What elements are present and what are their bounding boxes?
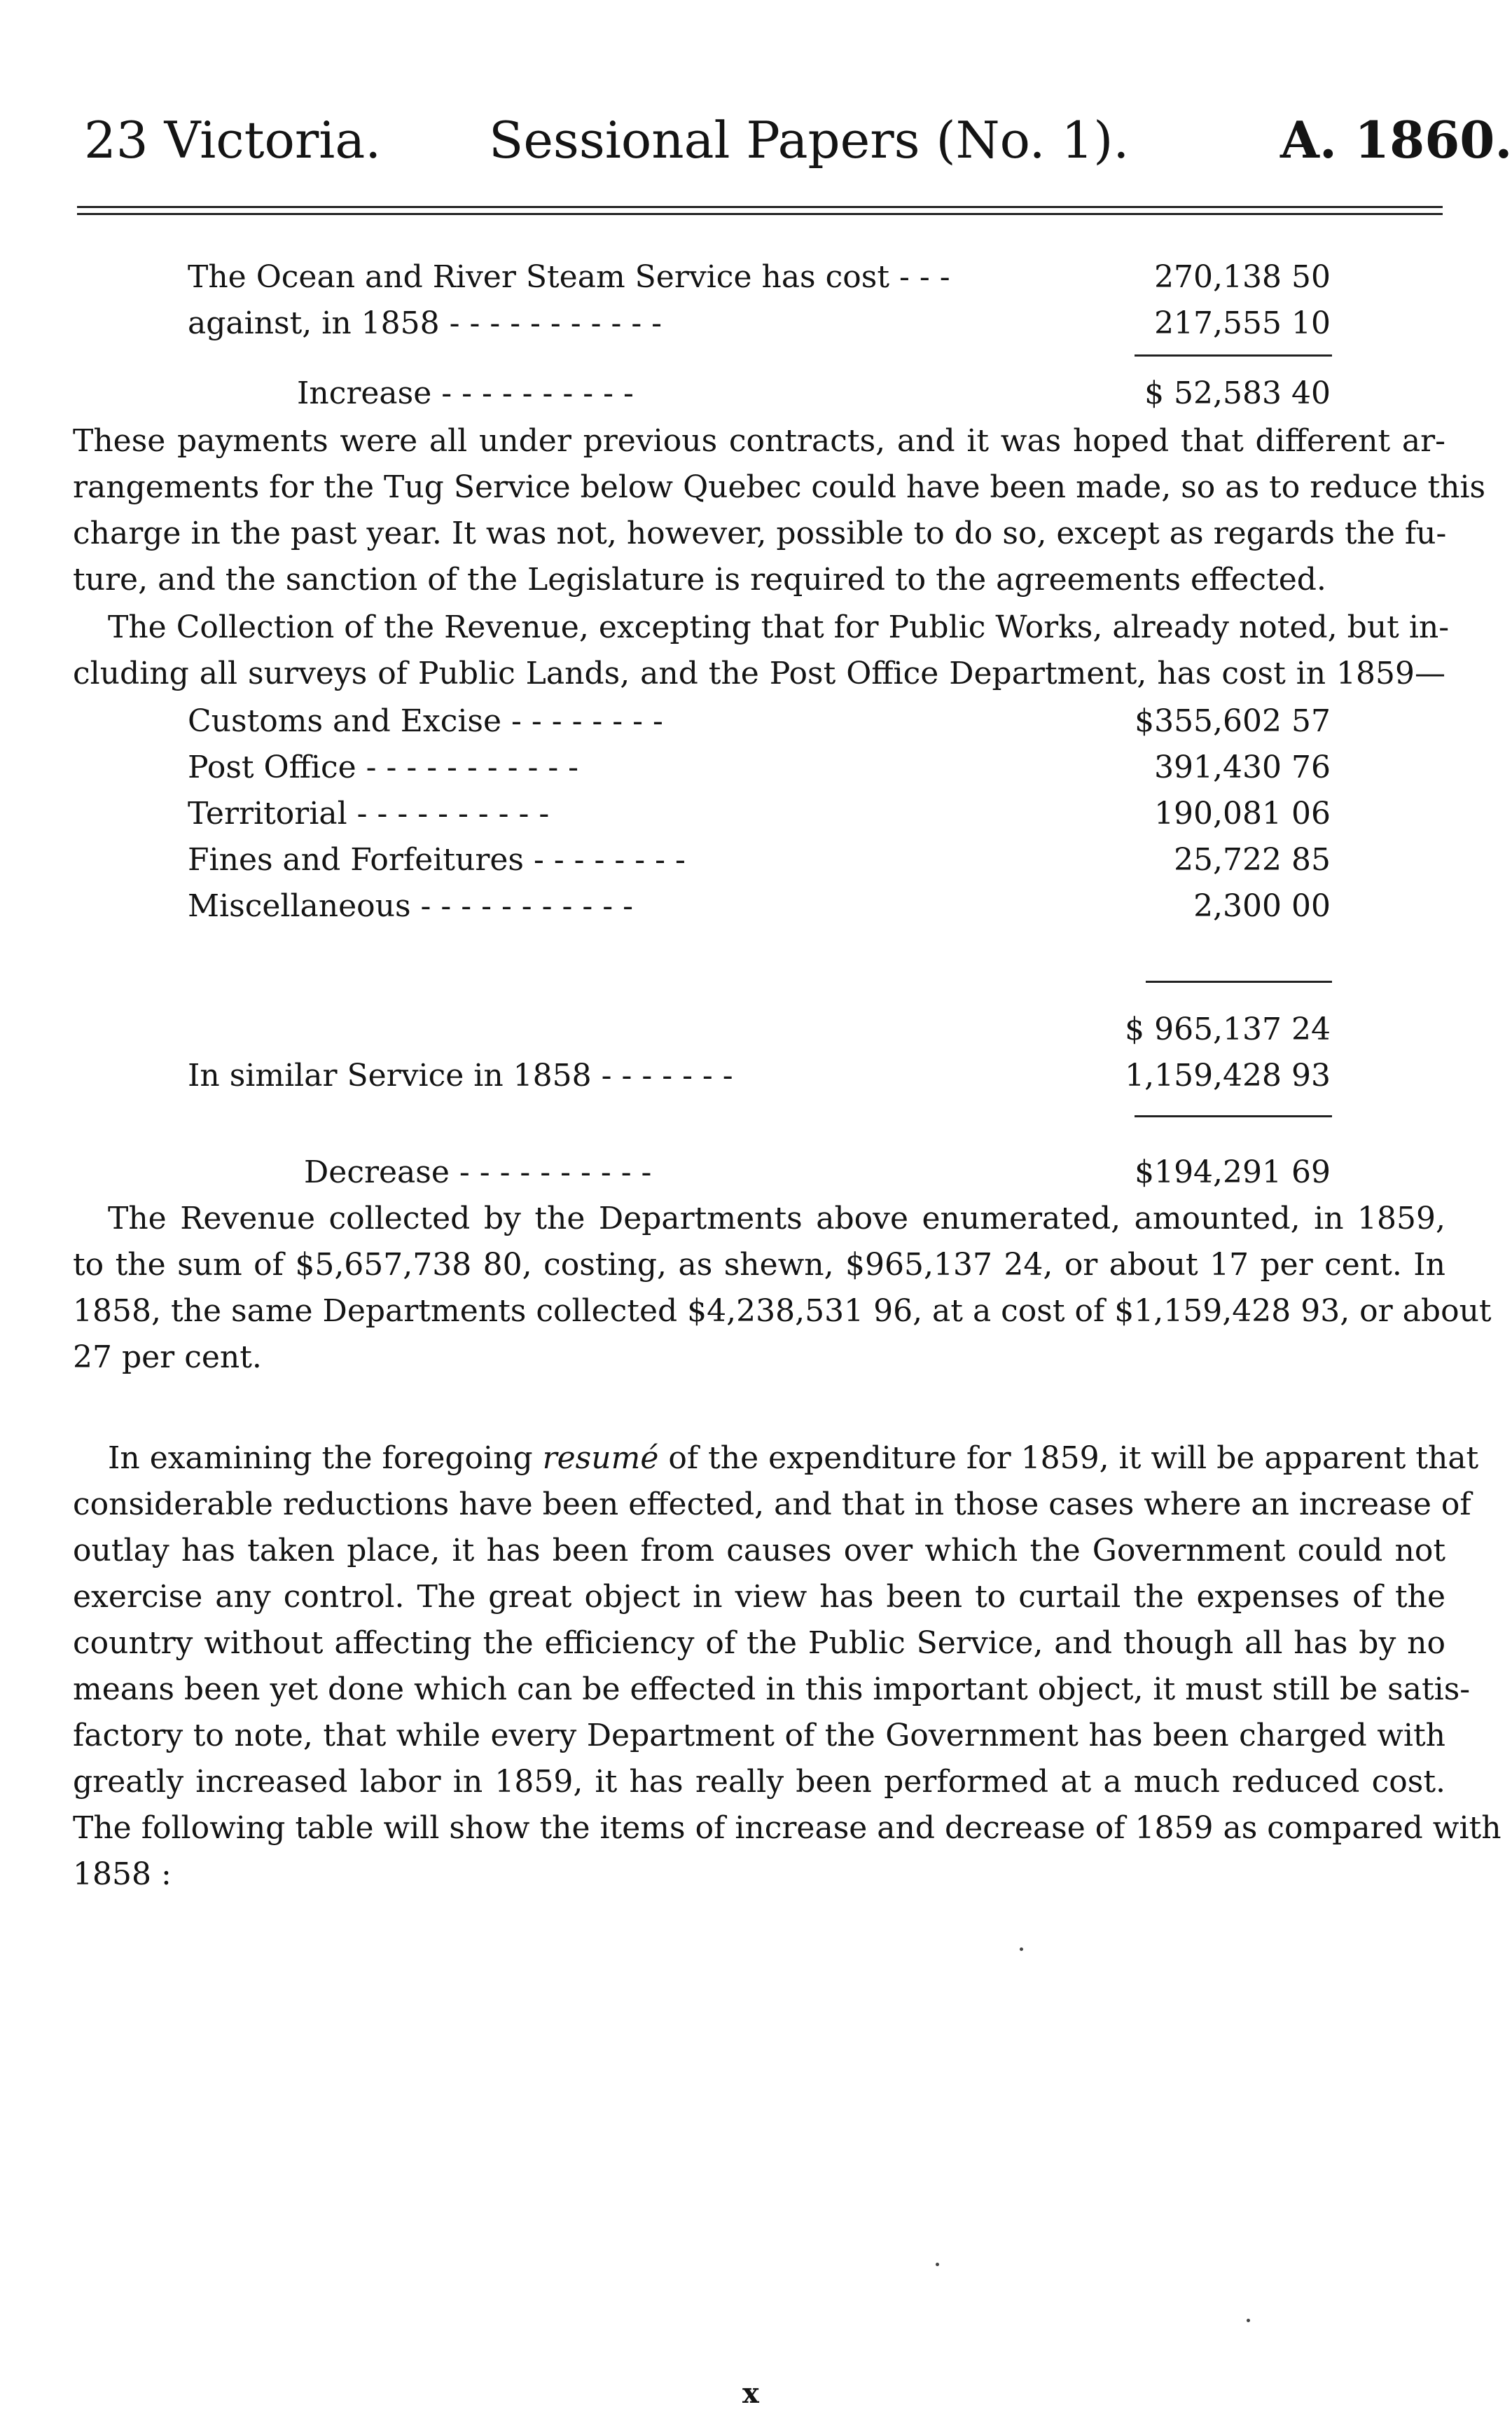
header-session: 23 Victoria.	[84, 111, 382, 170]
ocean-prev-value: 217,555 10	[1154, 305, 1331, 341]
ocean-increase-label: Increase - - - - - - - - - -	[297, 375, 634, 411]
para4-line: 1858 :	[73, 1856, 172, 1892]
para4-text: In examining the foregoing	[108, 1440, 543, 1476]
ocean-sum-rule	[1135, 354, 1332, 357]
para4-line: The following table will show the items of increase and decrease of 1859 as compared with	[73, 1810, 1501, 1846]
collection-item-label: Territorial - - - - - - - - - -	[188, 796, 550, 832]
collection-item-value: 391,430 76	[1154, 750, 1331, 785]
scan-speck	[1247, 2319, 1250, 2322]
para1-line: charge in the past year. It was not, however, possible to do so, except as regards the fu-	[73, 516, 1447, 551]
collection-item-value: 2,300 00	[1193, 888, 1331, 924]
para4-line: means been yet done which can be effected in this important object, it must still be satis-	[73, 1671, 1471, 1707]
header-rule-bottom	[77, 213, 1443, 215]
para4-line: exercise any control. The great object in view has been to curtail the expenses of the	[73, 1579, 1445, 1615]
para4-text: of the expenditure for 1859, it will be apparent that	[658, 1440, 1479, 1476]
collection-total: $ 965,137 24	[1125, 1012, 1331, 1047]
header-title: Sessional Papers (No. 1).	[489, 111, 1130, 170]
running-header	[49, 105, 1512, 175]
header-year: A. 1860.	[1280, 110, 1512, 170]
decrease-label: Decrease - - - - - - - - - -	[304, 1154, 652, 1190]
collection-item-label: Fines and Forfeitures - - - - - - - -	[188, 842, 686, 878]
ocean-prev-label: against, in 1858 - - - - - - - - - - -	[188, 305, 663, 341]
collection-item-label: Miscellaneous - - - - - - - - - - -	[188, 888, 633, 924]
para3-line: 1858, the same Departments collected $4,238,531 96, at a cost of $1,159,428 93, or about	[73, 1293, 1492, 1329]
ocean-cost-value: 270,138 50	[1154, 259, 1331, 295]
decrease-value: $194,291 69	[1135, 1154, 1331, 1190]
para1-line: ture, and the sanction of the Legislature is required to the agreements effected.	[73, 562, 1326, 598]
collection-item-value: $355,602 57	[1135, 703, 1331, 739]
para4-line: considerable reductions have been effected, and that in those cases where an increase of	[73, 1486, 1471, 1522]
ocean-increase-value: $ 52,583 40	[1144, 375, 1331, 411]
collection-item-label: Customs and Excise - - - - - - - -	[188, 703, 663, 739]
decrease-sum-rule	[1135, 1115, 1332, 1117]
para3-line: 27 per cent.	[73, 1339, 262, 1375]
para4-line: greatly increased labor in 1859, it has really been performed at a much reduced cost.	[73, 1764, 1445, 1800]
para2-line: cluding all surveys of Public Lands, and the Post Office Department, has cost in 1859—	[73, 656, 1445, 691]
collection-item-value: 25,722 85	[1174, 842, 1331, 878]
similar-service-value: 1,159,428 93	[1125, 1058, 1331, 1094]
collection-item-label: Post Office - - - - - - - - - - -	[188, 750, 579, 785]
similar-service-label: In similar Service in 1858 - - - - - - -	[188, 1058, 733, 1094]
para2-line: The Collection of the Revenue, excepting that for Public Works, already noted, but in-	[108, 609, 1450, 645]
scan-speck	[1020, 1947, 1023, 1951]
para3-line: to the sum of $5,657,738 80, costing, as shewn, $965,137 24, or about 17 per cent. In	[73, 1247, 1445, 1283]
para4-line: outlay has taken place, it has been from causes over which the Government could not	[73, 1533, 1445, 1568]
para4-italic-word: resumé	[542, 1440, 659, 1476]
para1-line: rangements for the Tug Service below Quebec could have been made, so as to reduce this	[73, 469, 1486, 505]
para4-line: factory to note, that while every Department of the Government has been charged with	[73, 1718, 1445, 1753]
para4-line: country without affecting the efficiency of the Public Service, and though all has by no	[73, 1625, 1445, 1661]
header-rule-top	[77, 206, 1443, 208]
ocean-cost-label: The Ocean and River Steam Service has cost - - -	[188, 259, 950, 295]
scan-speck	[936, 2263, 939, 2266]
para4-first-line	[108, 1437, 1479, 1479]
page-folio: x	[742, 2377, 759, 2410]
para1-line: These payments were all under previous contracts, and it was hoped that different ar-	[73, 423, 1445, 459]
collection-sum-rule	[1146, 981, 1332, 983]
para3-line: The Revenue collected by the Departments above enumerated, amounted, in 1859,	[108, 1201, 1445, 1236]
collection-item-value: 190,081 06	[1154, 796, 1331, 832]
